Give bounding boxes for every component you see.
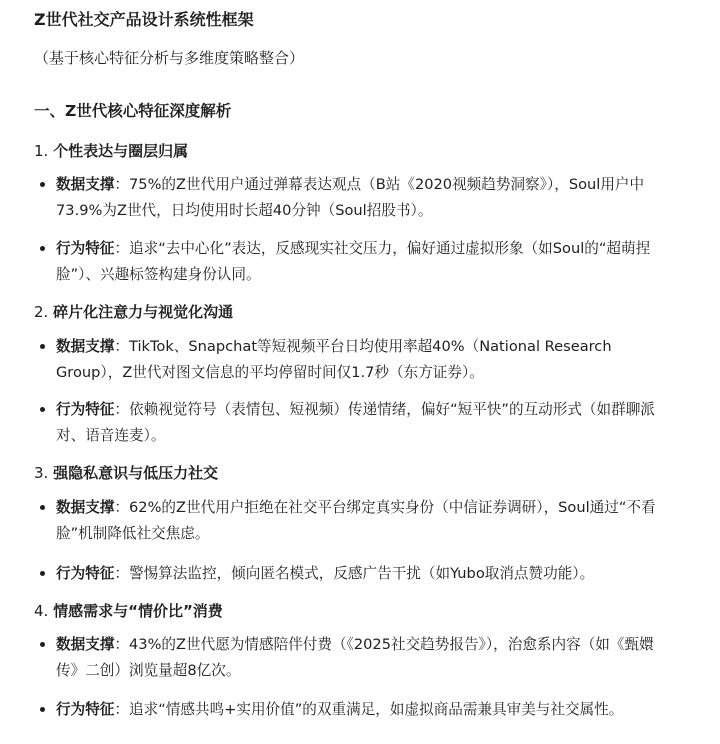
bullet-text: TikTok、Snapchat等短视频平台日均使用率超40%（National Research Group），Z世代对图文信息的平均停留时间仅1.7秒（东方证券）。 [56,338,612,381]
bullet-label: 数据支撑 [56,499,115,516]
bullet-label: 数据支撑 [56,636,115,653]
bullet-label: 行为特征 [56,701,115,718]
subsection-heading [34,600,223,622]
list-item [56,697,662,723]
subsection-title: 碎片化注意力与视觉化沟通 [53,303,234,321]
bullet-text: 43%的Z世代愿为情感陪伴付费（《2025社交趋势报告》），治愈系内容（如《甄嬛传》二创）浏览量超8亿次。 [56,636,654,679]
list-item [56,397,662,449]
bullet-dot [40,182,45,187]
bullet-text: 追求“情感共鸣+实用价值”的双重满足，如虚拟商品需兼具审美与社交属性。 [129,701,624,718]
list-item [56,334,662,386]
bullet-separator: ： [114,338,129,355]
document-title: Z世代社交产品设计系统性框架 [34,10,254,29]
bullet-text: 警惕算法监控，倾向匿名模式，反感广告干扰（如Yubo取消点赞功能）。 [129,565,595,582]
subsection-heading [34,140,188,162]
list-item [56,561,662,587]
bullet-text: 追求“去中心化”表达，反感现实社交压力，偏好通过虚拟形象（如Soul的“超萌捏脸”）、兴趣标签构建身份认同。 [56,240,651,283]
subsection-number: 2. [34,303,49,321]
list-item [56,632,662,684]
list-item [56,236,662,288]
list-item [56,495,662,547]
bullet-label: 数据支撑 [56,176,115,193]
bullet-dot [40,505,45,510]
bullet-text: 62%的Z世代用户拒绝在社交平台绑定真实身份（中信证券调研），Soul通过“不看脸”机制降低社交焦虑。 [56,499,656,542]
list-item [56,172,662,224]
bullet-text: 75%的Z世代用户通过弹幕表达观点（B站《2020视频趋势洞察》），Soul用户中73.9%为Z世代，日均使用时长超40分钟（Soul招股书）。 [56,176,645,219]
subsection-number: 3. [34,464,49,482]
document-subtitle: （基于核心特征分析与多维度策略整合） [34,49,305,67]
bullet-separator: ： [114,176,129,193]
bullet-dot [40,344,45,349]
bullet-separator: ： [114,499,129,516]
bullet-separator: ： [114,701,129,718]
bullet-label: 行为特征 [56,401,115,418]
subsection-heading [34,301,233,323]
subsection-title: 情感需求与“情价比”消费 [53,602,223,620]
bullet-dot [40,642,45,647]
bullet-label: 数据支撑 [56,338,115,355]
subsection-number: 1. [34,142,49,160]
bullet-text: 依赖视觉符号（表情包、短视频）传递情绪，偏好“短平快”的互动形式（如群聊派对、语音连麦）。 [56,401,655,444]
subsection-number: 4. [34,602,49,620]
bullet-separator: ： [114,240,129,257]
bullet-dot [40,571,45,576]
section-heading: 一、Z世代核心特征深度解析 [34,102,232,120]
bullet-dot [40,246,45,251]
bullet-separator: ： [114,636,129,653]
bullet-separator: ： [114,565,129,582]
bullet-dot [40,707,45,712]
subsection-title: 个性表达与圈层归属 [53,142,189,160]
subsection-heading [34,462,218,484]
bullet-separator: ： [114,401,129,418]
bullet-dot [40,407,45,412]
bullet-label: 行为特征 [56,240,115,257]
bullet-label: 行为特征 [56,565,115,582]
subsection-title: 强隐私意识与低压力社交 [53,464,219,482]
